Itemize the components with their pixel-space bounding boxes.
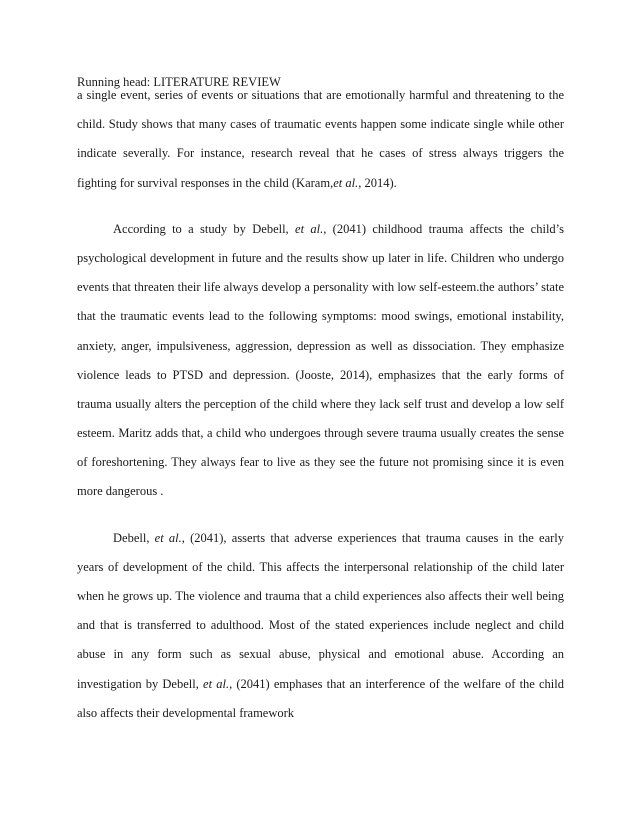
text-line: According to a study by Debell, et al., (2041) childhood trauma affects the child’s xyxy=(113,221,564,236)
text-line: of foreshortening. They always fear to live as they see the future not promising since it is even xyxy=(77,455,564,470)
paragraph-spacer xyxy=(77,204,564,221)
running-head: Running head: LITERATURE REVIEW xyxy=(77,75,281,89)
text-line: a single event, series of events or situations that are emotionally harmful and threatening to the xyxy=(77,88,564,102)
text-line: psychological development in future and the results show up later in life. Children who undergo xyxy=(77,250,564,265)
text-line: and that is transferred to adulthood. Most of the stated experiences include neglect and child xyxy=(77,618,564,633)
text-line: events that threaten their life always develop a personality with low self-esteem.the authors’ state xyxy=(77,280,564,295)
paragraph-1 xyxy=(77,87,564,204)
paragraph-3 xyxy=(77,530,564,734)
text-line: child. Study shows that many cases of traumatic events happen some indicate single while other xyxy=(77,117,564,132)
paragraph-2 xyxy=(77,221,564,513)
text-line: trauma usually alters the perception of the child where they lack self trust and develop a low self xyxy=(77,396,564,411)
text-line: also affects their developmental framework xyxy=(77,705,295,720)
paragraph-spacer xyxy=(77,513,564,530)
text-line: years of development of the child. This affects the interpersonal relationship of the child later xyxy=(77,559,564,574)
text-line: Debell, et al., (2041), asserts that adverse experiences that trauma causes in the early xyxy=(113,530,564,545)
text-line: anxiety, anger, impulsiveness, aggression, depression as well as dissociation. They emphasize xyxy=(77,338,564,353)
document-body xyxy=(77,87,564,734)
text-line: abuse in any form such as sexual abuse, physical and emotional abuse. According an xyxy=(77,647,564,662)
text-line: violence leads to PTSD and depression. (Jooste, 2014), emphasizes that the early forms of xyxy=(77,367,564,382)
text-line: fighting for survival responses in the child (Karam,et al., 2014). xyxy=(77,175,397,190)
text-line: indicate severally. For instance, research reveal that he cases of stress always triggers the xyxy=(77,146,564,161)
text-line: that the traumatic events lead to the following symptoms: mood swings, emotional instability, xyxy=(77,309,564,324)
text-line: more dangerous . xyxy=(77,484,164,499)
text-line: when he grows up. The violence and trauma that a child experiences also affects their well being xyxy=(77,589,564,603)
text-line: esteem. Maritz adds that, a child who undergoes through severe trauma usually creates the sense xyxy=(77,426,564,441)
text-line: investigation by Debell, et al., (2041) emphases that an interference of the welfare of the child xyxy=(77,676,565,691)
